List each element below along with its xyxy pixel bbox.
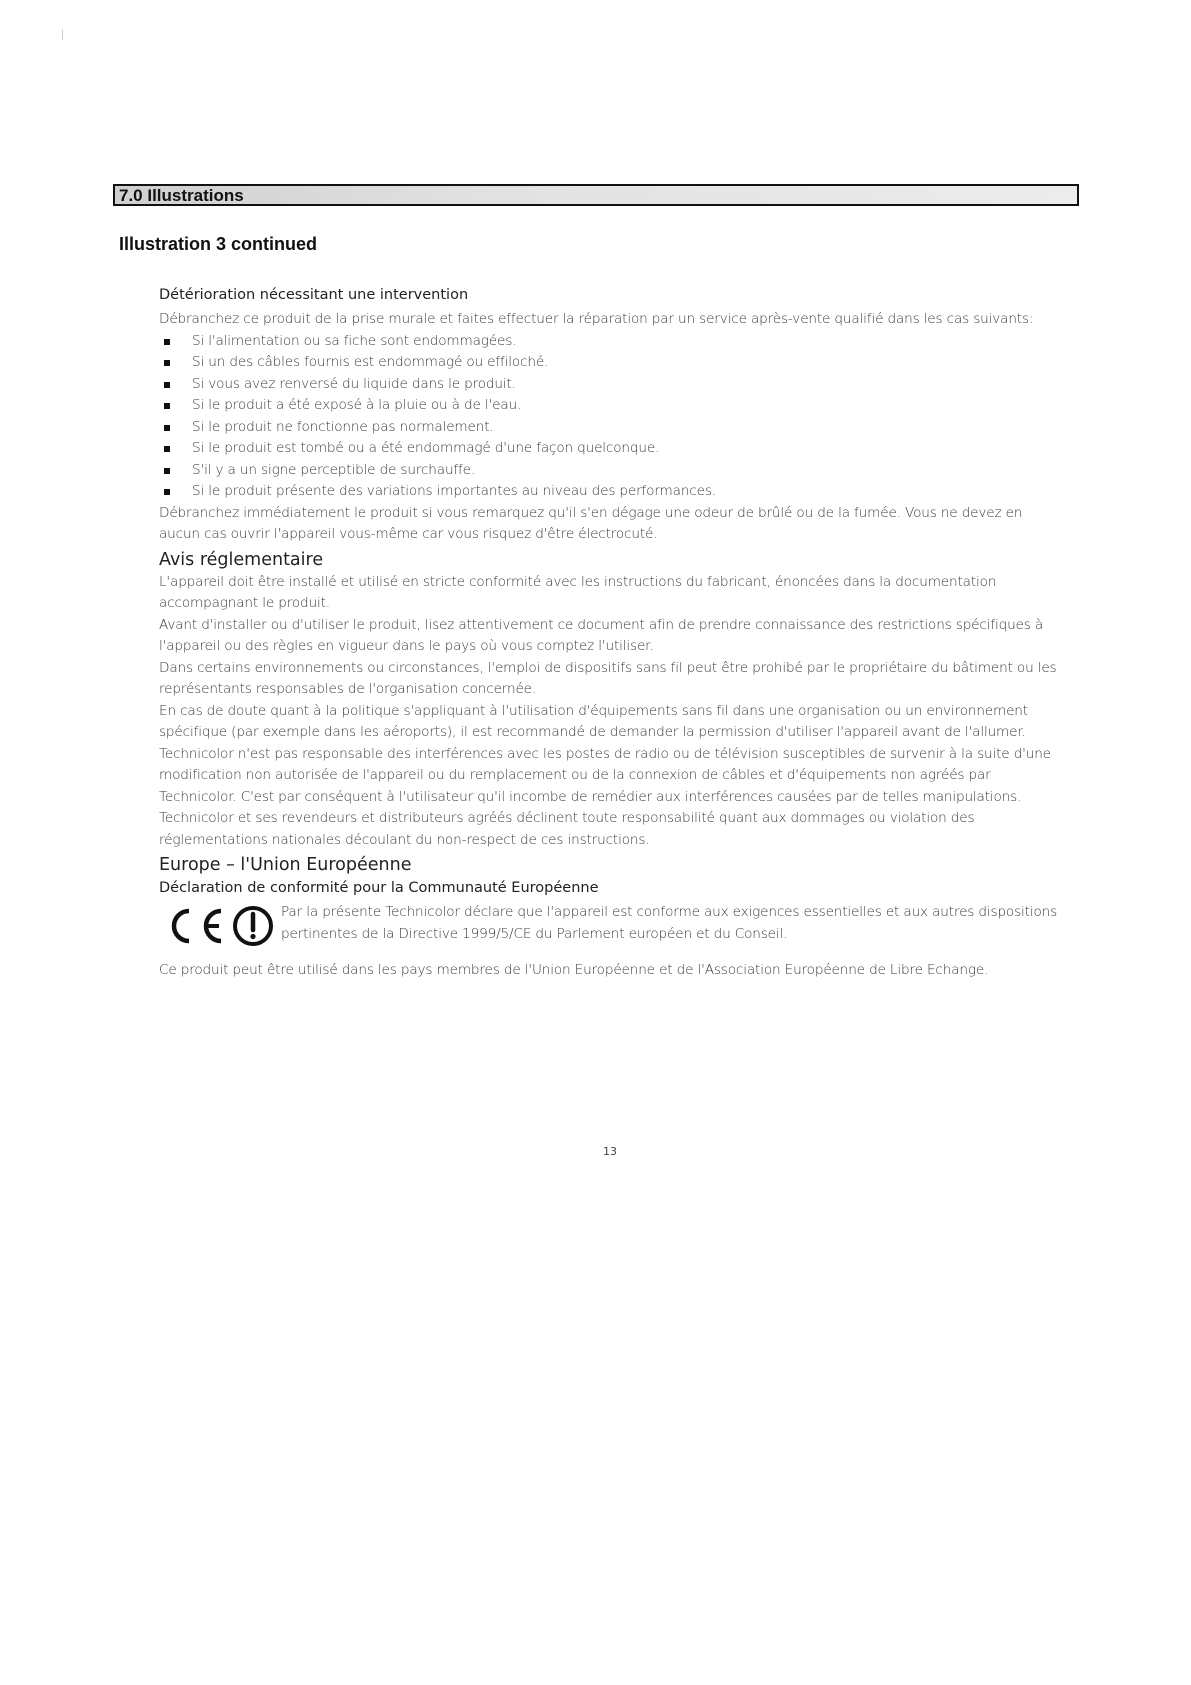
regulatory-paragraph: L'appareil doit être installé et utilisé en stricte conformité avec les instructions du fabricant, énoncées dans la documentation accompagnant le produit. — [159, 573, 997, 611]
list-item: Si le produit présente des variations importantes au niveau des performances. — [159, 481, 1065, 503]
scan-artifact — [62, 30, 63, 40]
regulatory-paragraph: Avant d'installer ou d'utiliser le produit, lisez attentivement ce document afin de prendre connaissance des restrictions spécifiques à l'appareil ou des règles en vigueur dans le pays où vous comptez l'utiliser. — [159, 616, 1044, 654]
europe-usage: Ce produit peut être utilisé dans les pays membres de l'Union Européenne et de l'Association Européenne de Libre Echange. — [159, 962, 989, 978]
regulatory-paragraph: En cas de doute quant à la politique s'appliquant à l'utilisation d'équipements sans fil dans une organisation ou un environnement spécifique (par exemple dans les aéroports), il est recommandé de demander la permission d'utiliser l'appareil avant de l'allumer. — [159, 702, 1028, 740]
list-item: S'il y a un signe perceptible de surchauffe. — [159, 460, 1065, 482]
damage-closing: Débranchez immédiatement le produit si vous remarquez qu'il s'en dégage une odeur de brûlé ou de la fumée. Vous ne devez en aucun cas ouvrir l'appareil vous-même car vous risquez d'être électrocuté. — [159, 504, 1023, 542]
regulatory-paragraph: Dans certains environnements ou circonstances, l'emploi de dispositifs sans fil peut être prohibé par le propriétaire du bâtiment ou les représentants responsables de l'organisation concernée. — [159, 659, 1057, 697]
europe-subheading: Déclaration de conformité pour la Communauté Européenne — [159, 880, 599, 896]
ce-declaration-text: Par la présente Technicolor déclare que l'appareil est conforme aux exigences essentielles et aux autres dispositions pertinentes de la Directive 1999/5/CE du Parlement européen et du Conseil. — [281, 904, 1058, 942]
document-body — [159, 284, 1065, 982]
regulatory-paragraph: Technicolor et ses revendeurs et distributeurs agréés déclinent toute responsabilité quant aux dommages ou violation des réglementations nationales découlant du non-respect de ces instructions. — [159, 810, 975, 848]
list-item: Si le produit a été exposé à la pluie ou à de l'eau. — [159, 395, 1065, 417]
ce-mark-icon — [159, 906, 227, 946]
page-subheading: Illustration 3 continued — [119, 234, 318, 254]
spacer — [159, 948, 1065, 960]
alert-mark-icon — [231, 904, 275, 948]
section-title: 7.0 Illustrations — [119, 186, 244, 205]
list-item: Si vous avez renversé du liquide dans le produit. — [159, 374, 1065, 396]
list-item: Si un des câbles fournis est endommagé ou effiloché. — [159, 352, 1065, 374]
list-item: Si le produit ne fonctionne pas normalement. — [159, 417, 1065, 439]
list-item: Si l'alimentation ou sa fiche sont endommagées. — [159, 331, 1065, 353]
europe-heading: Europe – l'Union Européenne — [159, 855, 412, 875]
regulatory-heading: Avis réglementaire — [159, 549, 324, 570]
damage-intro: Débranchez ce produit de la prise murale et faites effectuer la réparation par un service après-vente qualifié dans les cas suivants: — [159, 311, 1034, 327]
page-number: 13 — [603, 1145, 617, 1158]
damage-list — [159, 331, 1065, 503]
ce-declaration-row — [159, 902, 1065, 948]
regulatory-paragraph: Technicolor n'est pas responsable des interférences avec les postes de radio ou de télévision susceptibles de survenir à la suite d'une modification non autorisée de l'appareil ou du remplacement ou de la connexion de câbles et d'équipements non agréés par Technicolor. C'est par conséquent à l'utilisateur qu'il incombe de remédier aux interférences causées par de telles manipulations. — [159, 745, 1051, 805]
section-title-bar — [113, 184, 1079, 206]
list-item: Si le produit est tombé ou a été endommagé d'une façon quelconque. — [159, 438, 1065, 460]
compliance-marks — [159, 902, 281, 948]
damage-heading: Détérioration nécessitant une intervention — [159, 287, 469, 303]
